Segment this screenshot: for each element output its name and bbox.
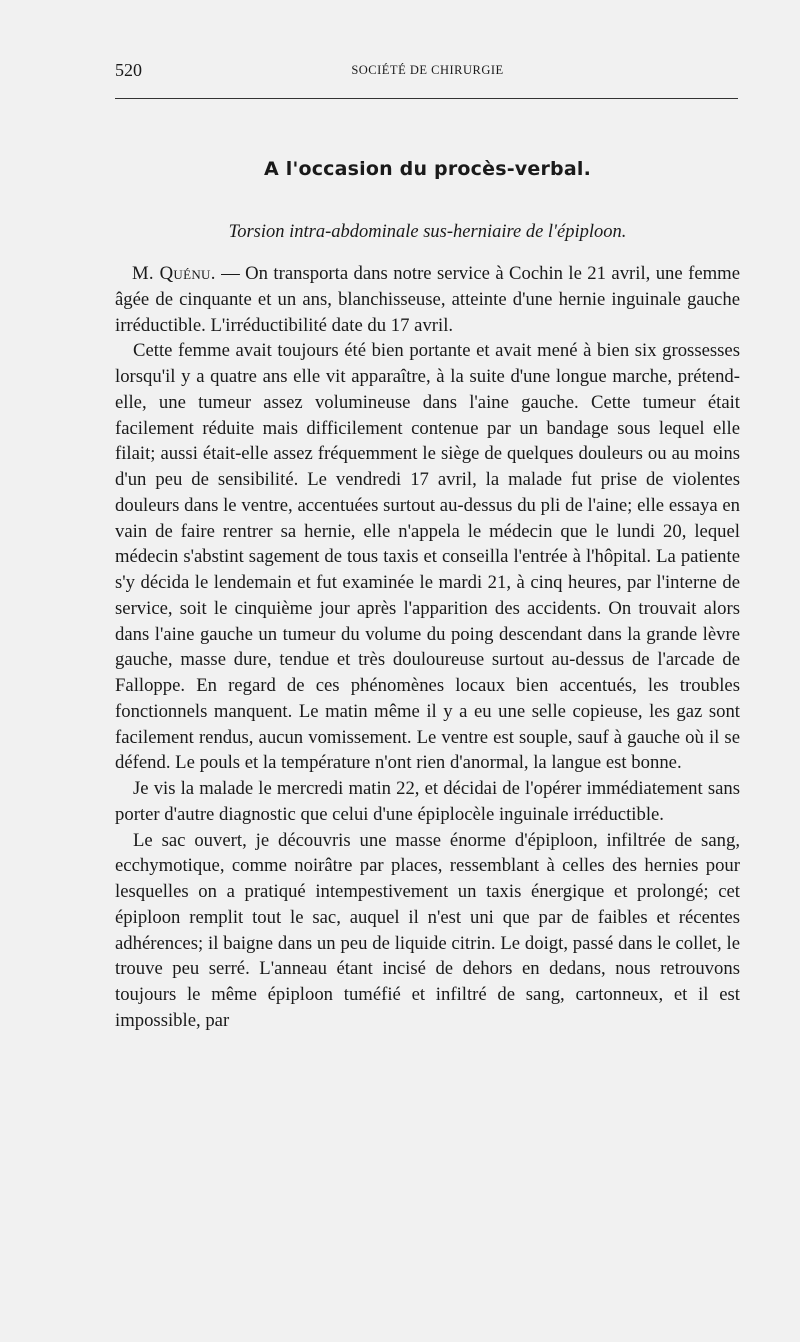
section-title: A l'occasion du procès-verbal.	[264, 158, 591, 180]
running-title: SOCIÉTÉ DE CHIRURGIE	[351, 63, 504, 77]
page-header	[115, 60, 740, 90]
paragraph-1	[115, 261, 740, 338]
paragraph-3: Je vis la malade le mercredi matin 22, et décidai de l'opérer immédiatement sans porter d'autre diagnostic que celui d'une épiplocèle inguinale irréductible.	[115, 778, 740, 825]
page-number: 520	[115, 60, 142, 80]
speaker-name: M. Quénu.	[132, 263, 216, 284]
paragraph-4: Le sac ouvert, je découvris une masse énorme d'épiploon, infiltrée de sang, ecchymotique, comme noirâtre par places, ressemblant à celles des hernies pour lesquelles on a pratiqué intempestivement un taxis énergique et prolongé; cet épiploon remplit tout le sac, auquel il n'est uni que par de faibles et récentes adhérences; il baigne dans un peu de liquide citrin. Le doigt, passé dans le collet, le trouve peu serré. L'anneau étant incisé de dehors en dedans, nous retrouvons toujours le même épiploon tuméfié et infiltré de sang, cartonneux, et il est impossible, par	[115, 829, 740, 1031]
header-rule	[115, 98, 738, 99]
article-subtitle: Torsion intra-abdominale sus-herniaire de l'épiploon.	[228, 222, 627, 242]
paragraph-2: Cette femme avait toujours été bien portante et avait mené à bien six grossesses lorsqu'il y a quatre ans elle vit apparaître, à la suite d'une longue marche, prétend-elle, une tumeur assez volumineuse dans l'aine gauche. Cette tumeur était facilement réduite mais difficilement contenue par un bandage sous lequel elle filait; aussi était-elle assez fréquemment le siège de quelques douleurs ou au moins d'un peu de sensibilité. Le vendredi 17 avril, la malade fut prise de violentes douleurs dans le ventre, accentuées surtout au-dessus du pli de l'aine; elle essaya en vain de faire rentrer sa hernie, elle n'appela le médecin que le lundi 20, lequel médecin s'abstint sagement de tous taxis et conseilla l'entrée à l'hôpital. La patiente s'y décida le lendemain et fut examinée le mardi 21, à cinq heures, par l'interne de service, soit le cinquième jour après l'apparition des accidents. On trouvait alors dans l'aine gauche un tumeur du volume du poing descendant dans la grande lèvre gauche, masse dure, tendue et très douloureuse surtout au-dessus de l'arcade de Falloppe. En regard de ces phénomènes locaux bien accentués, les troubles fonctionnels manquent. Le matin même il y a eu une selle copieuse, les gaz sont facilement rendus, aucun vomissement. Le ventre est souple, sauf à gauche où il se défend. Le pouls et la température n'ont rien d'anormal, la langue est bonne.	[115, 340, 740, 774]
paragraph-text: — On transporta dans notre service à Cochin le 21 avril, une femme âgée de cinquante et un ans, blanchisseuse, atteinte d'une hernie inguinale gauche irréductible. L'irréductibilité date du 17 avril.	[115, 263, 740, 336]
body-text	[115, 261, 740, 1034]
